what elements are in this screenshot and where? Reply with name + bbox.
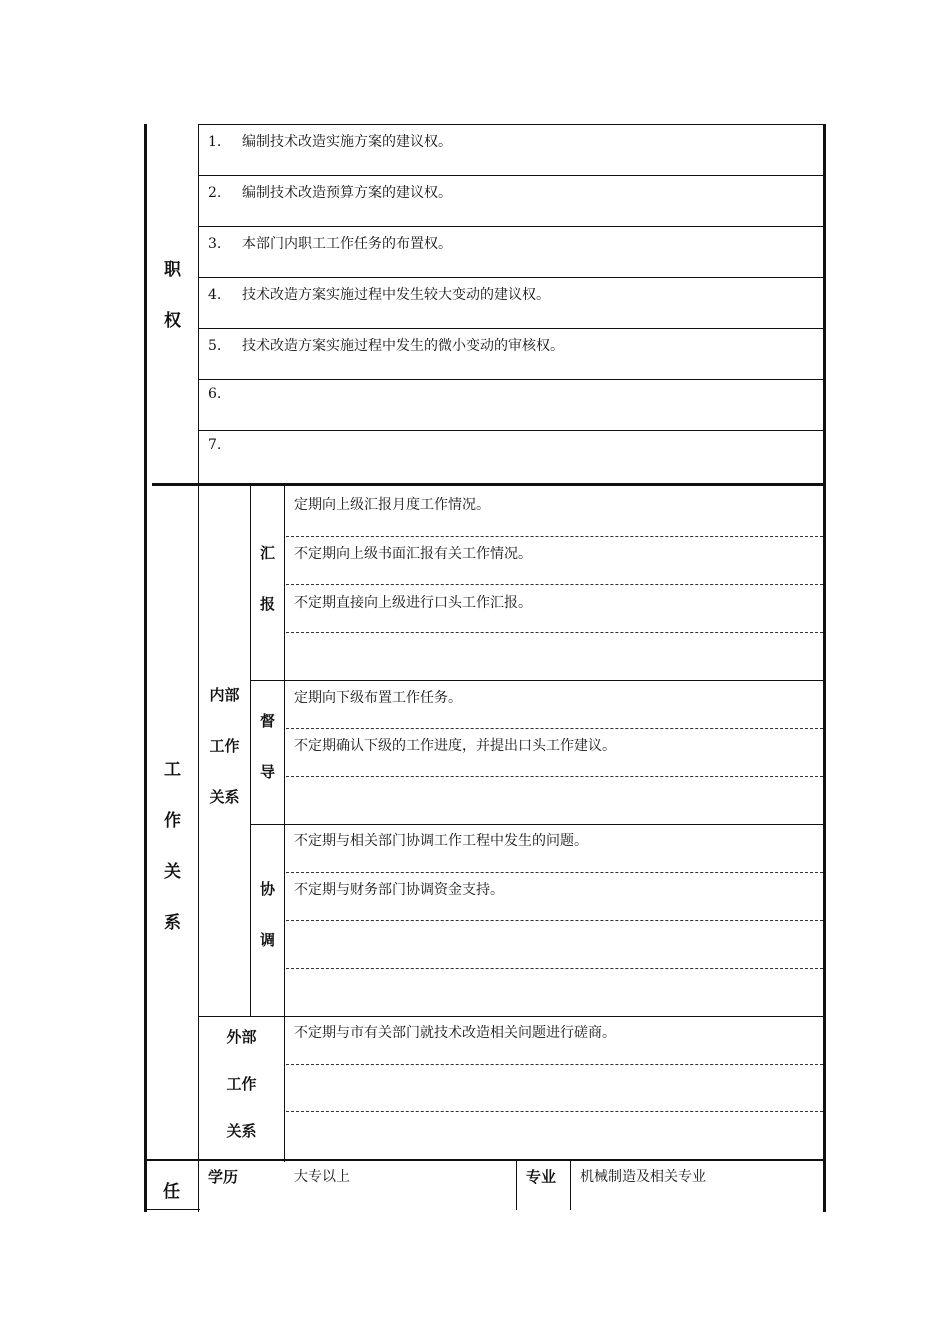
external-relations-label — [199, 1026, 284, 1141]
external-row-divider — [286, 1064, 823, 1065]
authority-label-char-2: 权 — [164, 311, 181, 331]
report-label-char: 汇 — [259, 544, 275, 562]
authority-item — [208, 335, 564, 355]
report-row-divider — [286, 584, 823, 585]
authority-item-number: 4. — [208, 287, 222, 303]
internal-label-line: 内部 — [209, 686, 240, 704]
authority-item — [208, 284, 550, 304]
qualification-cell-divider — [516, 1160, 517, 1210]
report-item: 定期向上级汇报月度工作情况。 — [294, 497, 490, 513]
authority-item — [208, 182, 452, 202]
report-item: 不定期向上级书面汇报有关工作情况。 — [294, 546, 532, 562]
supervise-row-divider — [286, 728, 823, 729]
major-value: 机械制造及相关专业 — [580, 1169, 706, 1185]
external-label-line: 外部 — [226, 1028, 257, 1046]
coordinate-item: 不定期与相关部门协调工作工程中发生的问题。 — [294, 833, 588, 849]
external-item: 不定期与市有关部门就技术改造相关问题进行磋商。 — [294, 1025, 616, 1041]
qualification-top-border — [144, 1159, 826, 1161]
authority-item — [208, 437, 242, 453]
authority-section-label — [147, 255, 198, 331]
report-label — [251, 542, 284, 614]
supervise-label — [251, 710, 284, 782]
coordinate-row-divider — [286, 968, 823, 969]
authority-item-text: 编制技术改造预算方案的建议权。 — [242, 185, 452, 201]
internal-external-divider — [198, 1016, 825, 1017]
major-label: 专业 — [526, 1168, 557, 1186]
internal-relations-label — [199, 684, 250, 807]
authority-item — [208, 386, 242, 402]
authority-item-number: 3. — [208, 236, 222, 252]
authority-item-text: 编制技术改造实施方案的建议权。 — [242, 134, 452, 150]
qualification-section-label: 任 — [163, 1182, 180, 1202]
authority-item — [208, 233, 452, 253]
authority-item-number: 7. — [208, 437, 222, 453]
education-label: 学历 — [208, 1168, 239, 1186]
relations-label-char: 工 — [164, 760, 181, 780]
authority-item-text: 技术改造方案实施过程中发生较大变动的建议权。 — [242, 287, 550, 303]
authority-row-divider — [198, 379, 825, 380]
coordinate-label-char: 协 — [259, 880, 275, 898]
authority-item-number: 1. — [208, 134, 222, 150]
authority-item-number: 2. — [208, 185, 222, 201]
supervise-item: 定期向下级布置工作任务。 — [294, 690, 462, 706]
authority-item-text: 本部门内职工工作任务的布置权。 — [242, 236, 452, 252]
section-divider — [152, 483, 823, 486]
authority-item — [208, 131, 452, 151]
supervise-label-char: 督 — [259, 712, 275, 730]
authority-item-text: 技术改造方案实施过程中发生的微小变动的审核权。 — [242, 338, 564, 354]
report-block-divider — [250, 680, 825, 681]
authority-label-char-1: 职 — [164, 260, 181, 280]
authority-row-divider — [198, 277, 825, 278]
coordinate-row-divider — [286, 872, 823, 873]
internal-label-line: 关系 — [209, 788, 240, 806]
authority-row-divider — [198, 226, 825, 227]
report-item: 不定期直接向上级进行口头工作汇报。 — [294, 595, 532, 611]
report-row-divider — [286, 632, 823, 633]
authority-row-divider — [198, 430, 825, 431]
report-label-char: 报 — [259, 595, 275, 613]
report-row-divider — [286, 536, 823, 537]
coordinate-item: 不定期与财务部门协调资金支持。 — [294, 882, 504, 898]
authority-row-divider — [198, 175, 825, 176]
qualification-bottom-border — [144, 1209, 200, 1210]
relations-label-char: 系 — [164, 913, 181, 933]
authority-item-number: 6. — [208, 386, 222, 402]
relations-section-label — [147, 755, 198, 933]
table-right-border — [823, 124, 826, 1212]
external-label-line: 工作 — [226, 1075, 257, 1093]
internal-label-line: 工作 — [209, 737, 240, 755]
external-label-line: 关系 — [226, 1122, 257, 1140]
authority-item-number: 5. — [208, 338, 222, 354]
coordinate-row-divider — [286, 920, 823, 921]
relations-label-char: 作 — [164, 811, 181, 831]
education-value: 大专以上 — [294, 1169, 350, 1185]
external-row-divider — [286, 1111, 823, 1112]
supervise-row-divider — [286, 776, 823, 777]
authority-row-divider — [198, 328, 825, 329]
supervise-block-divider — [250, 824, 825, 825]
qualification-cell-divider — [570, 1160, 571, 1210]
table-top-border — [198, 124, 825, 125]
coordinate-label — [251, 878, 284, 950]
supervise-item: 不定期确认下级的工作进度，并提出口头工作建议。 — [294, 738, 616, 754]
relations-label-char: 关 — [164, 862, 181, 882]
supervise-label-char: 导 — [259, 763, 275, 781]
coordinate-label-char: 调 — [259, 931, 275, 949]
